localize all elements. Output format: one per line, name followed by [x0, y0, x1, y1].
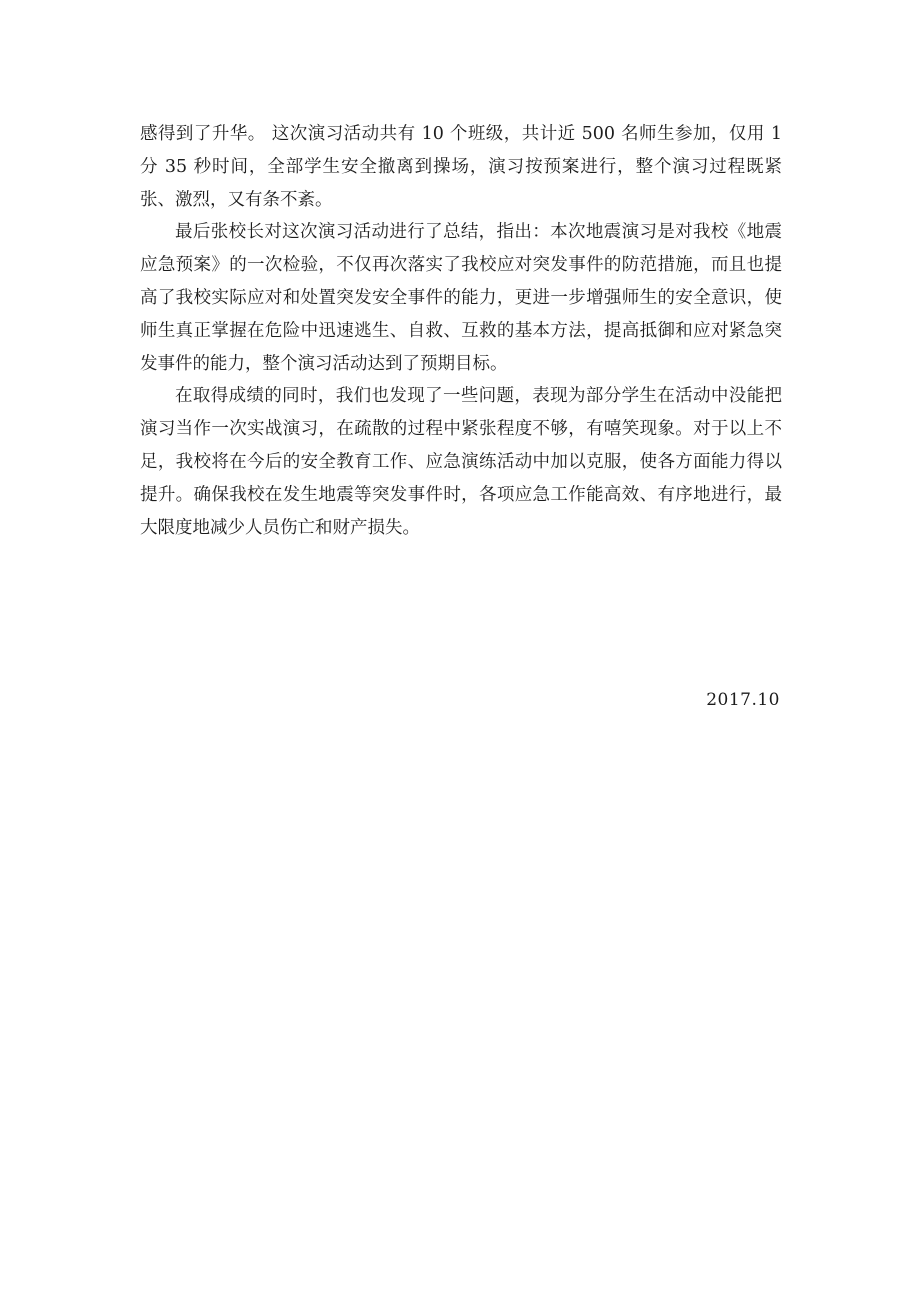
document-date: 2017.10	[706, 690, 780, 710]
document-body	[140, 118, 782, 544]
paragraph-continuation: 感得到了升华。 这次演习活动共有 10 个班级，共计近 500 名师生参加，仅用 1 分 35 秒时间，全部学生安全撤离到操场，演习按预案进行，整个演习过程既紧张、激烈，又有条不紊。	[140, 124, 782, 210]
paragraph-summary: 最后张校长对这次演习活动进行了总结，指出：本次地震演习是对我校《地震应急预案》的一次检验，不仅再次落实了我校应对突发事件的防范措施，而且也提高了我校实际应对和处置突发安全事件的能力，更进一步增强师生的安全意识，使师生真正掌握在危险中迅速逃生、自救、互救的基本方法，提高抵御和应对紧急突发事件的能力，整个演习活动达到了预期目标。	[140, 222, 782, 374]
paragraph-issues: 在取得成绩的同时，我们也发现了一些问题，表现为部分学生在活动中没能把演习当作一次实战演习，在疏散的过程中紧张程度不够，有嘻笑现象。对于以上不足，我校将在今后的安全教育工作、应急演练活动中加以克服，使各方面能力得以提升。确保我校在发生地震等突发事件时，各项应急工作能高效、有序地进行，最大限度地减少人员伤亡和财产损失。	[140, 386, 782, 538]
